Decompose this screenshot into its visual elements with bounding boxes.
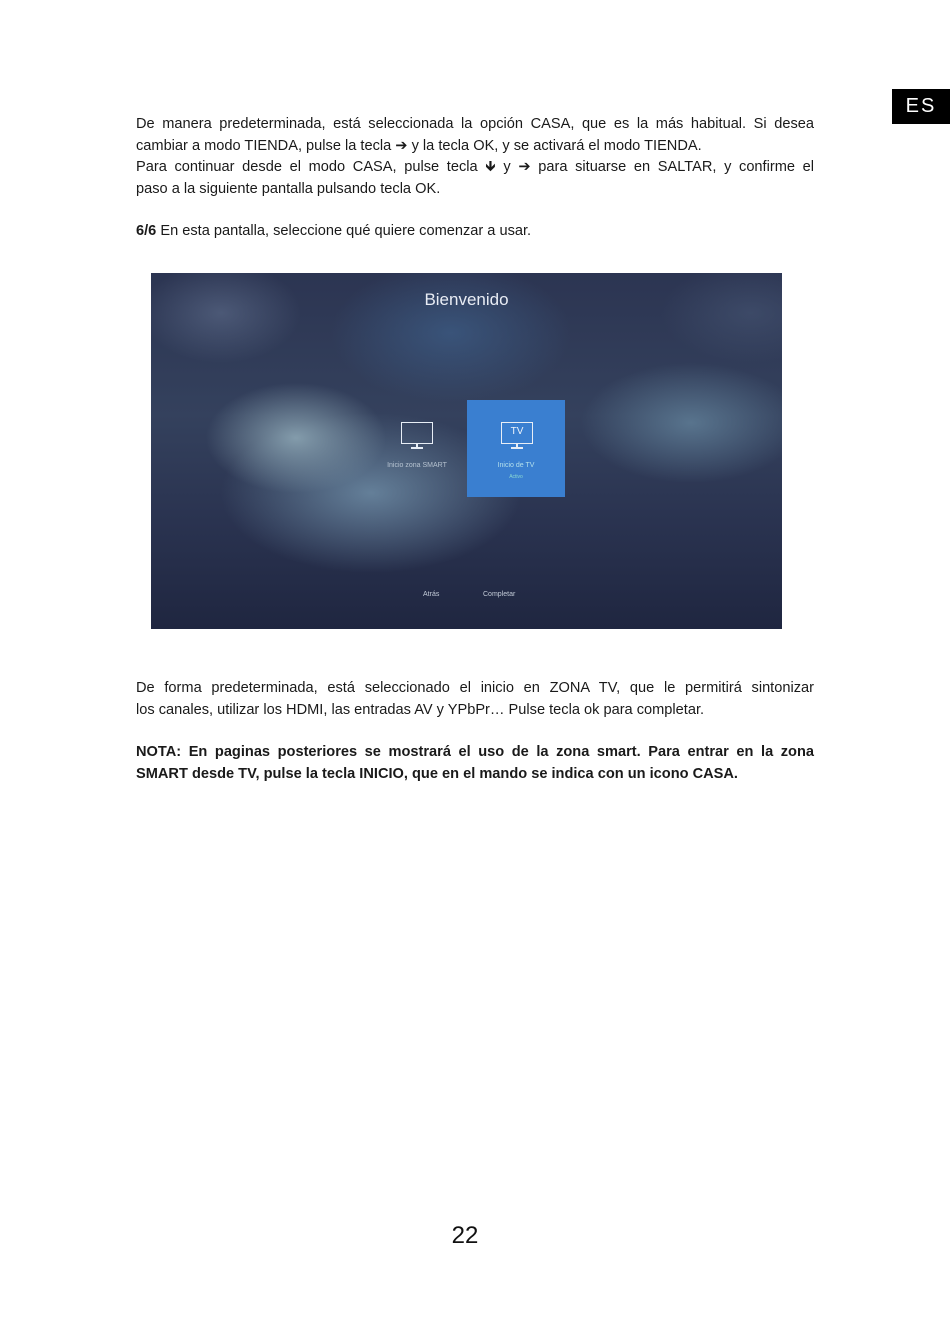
after-line-1: De forma predeterminada, está seleccionado el inicio en ZONA TV, que le permitirá sintonizar — [136, 680, 814, 696]
page-number: 22 — [451, 1222, 479, 1249]
screen-title: Bienvenido — [424, 290, 509, 309]
intro-paragraph — [136, 114, 814, 200]
tv-icon-text: TV — [510, 426, 524, 437]
intro-line-1: De manera predeterminada, está seleccionada la opción CASA, que es la más habitual. Si desea — [136, 116, 814, 132]
tv-start-tile[interactable] — [467, 400, 565, 497]
step-paragraph — [136, 221, 814, 243]
note-line-1: NOTA: En paginas posteriores se mostrará el uso de la zona smart. Para entrar en la zona — [136, 744, 814, 760]
smart-tv-icon — [401, 422, 433, 444]
note-line-2: SMART desde TV, pulse la tecla INICIO, que en el mando se indica con un icono CASA. — [136, 765, 738, 782]
language-tab: ES — [892, 89, 950, 124]
tv-start-sublabel: Activo — [509, 474, 523, 480]
smart-zone-label: Inicio zona SMART — [387, 462, 447, 469]
after-line-2: los canales, utilizar los HDMI, las entradas AV y YPbPr… Pulse tecla ok para completar. — [136, 701, 705, 718]
complete-button[interactable]: Completar — [483, 591, 516, 598]
tv-screenshot — [151, 273, 782, 629]
intro-line-4: paso a la siguiente pantalla pulsando tecla OK. — [136, 180, 441, 197]
tv-icon — [501, 422, 533, 444]
back-button[interactable]: Atrás — [423, 591, 440, 598]
intro-line-3: Para continuar desde el modo CASA, pulse tecla 🡻 y ➔ para situarse en SALTAR, y confirme el — [136, 159, 814, 175]
note-paragraph — [136, 742, 814, 785]
step-number: 6/6 — [136, 223, 157, 239]
step-text: En esta pantalla, seleccione qué quiere comenzar a usar. — [156, 223, 532, 239]
tv-start-label: Inicio de TV — [497, 462, 535, 469]
intro-line-2: cambiar a modo TIENDA, pulse la tecla ➔ y la tecla OK, y se activará el modo TIENDA. — [136, 137, 702, 154]
after-paragraph — [136, 678, 814, 721]
